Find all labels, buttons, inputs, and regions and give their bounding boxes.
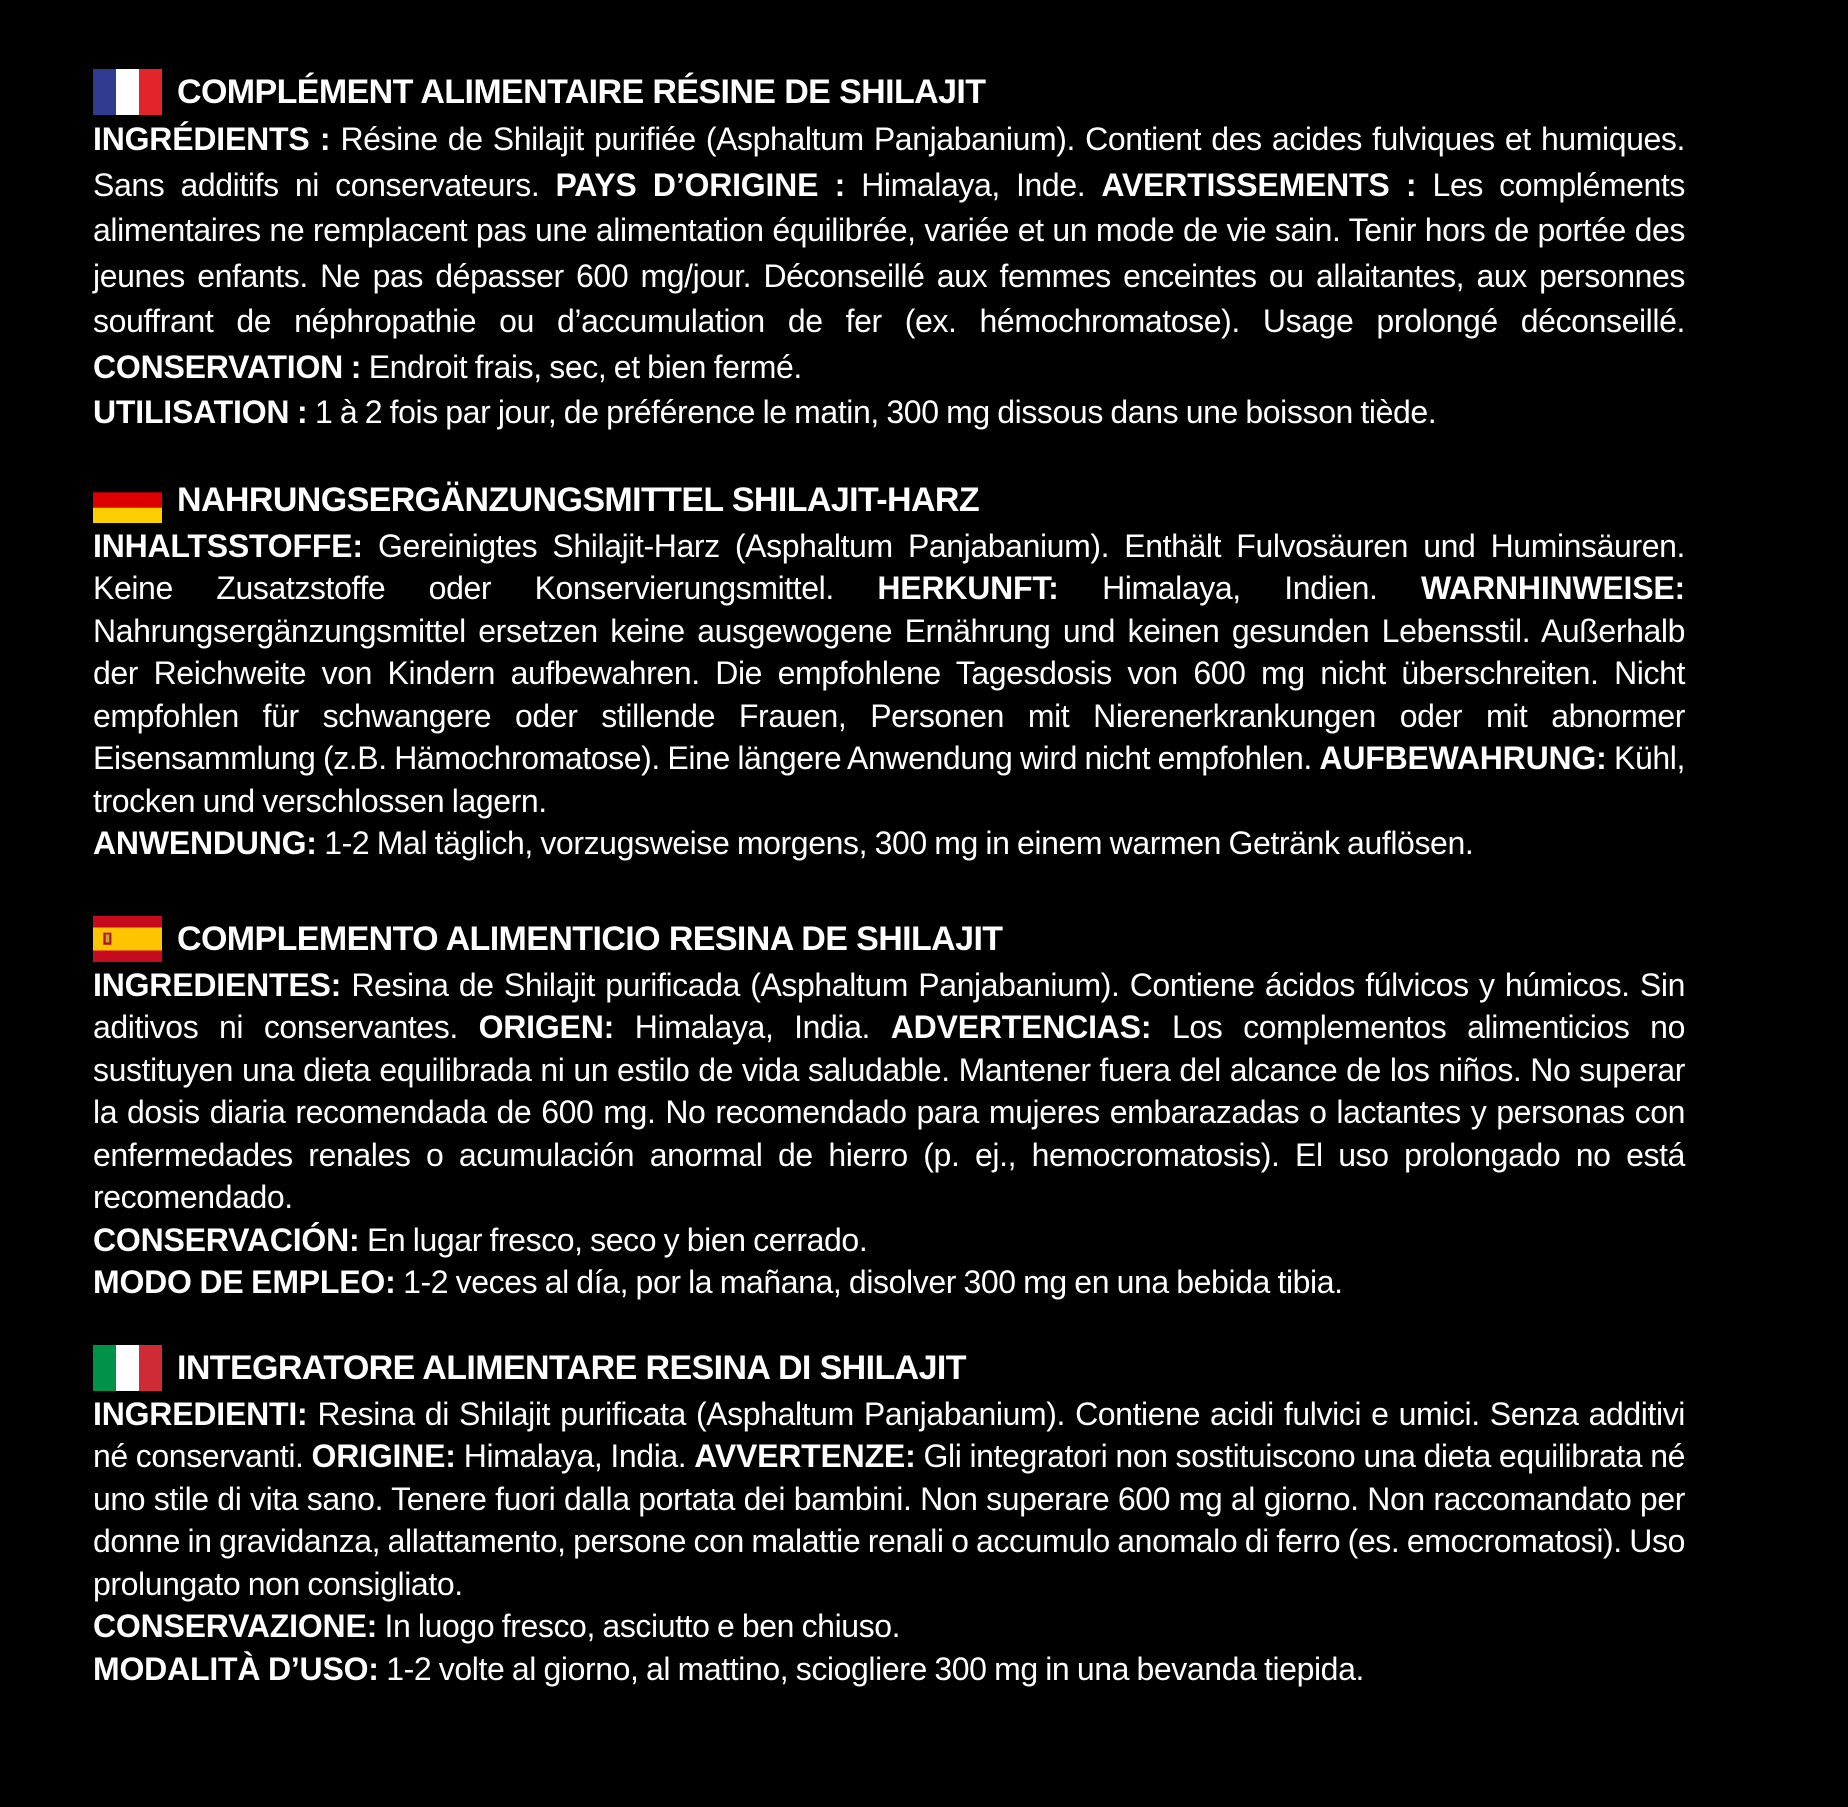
usage-line xyxy=(93,822,1685,865)
usage-label: MODALITÀ D’USO: xyxy=(93,1650,379,1687)
section-title: COMPLÉMENT ALIMENTAIRE RÉSINE DE SHILAJIT xyxy=(177,73,986,111)
storage-label: AUFBEWAHRUNG: xyxy=(1319,740,1607,776)
warnings-text: Gli integratori non sostituiscono una dieta equilibrata né uno stile di vita sano. Tenere fuori dalla portata dei bambini. Non superare 600 mg al giorno. Non raccomandato per donne in gravidanza, allattamento, persone con malattie renali o accumulo anomalo di ferro (es. emocromatosi). Uso prolungato non consigliato. xyxy=(93,1438,1685,1602)
ingredients-label: INGREDIENTES: xyxy=(93,966,342,1003)
warnings-text: Les compléments alimentaires ne remplacent pas une alimentation équilibrée, variée et un mode de vie sain. Tenir hors de portée des jeunes enfants. Ne pas dépasser 600 mg/jour. Déconseillé aux femmes enceintes ou allaitantes, aux personnes souffrant de néphropathie ou d’accumulation de fer (ex. hémochromatose). Usage prolongé déconseillé. xyxy=(93,166,1685,339)
section-italian xyxy=(93,1344,1685,1691)
origin-text: Himalaya, India. xyxy=(614,1009,891,1045)
section-spanish xyxy=(93,915,1685,1304)
storage-label: CONSERVATION : xyxy=(93,348,362,385)
ingredients-text: Gereinigtes Shilajit-Harz (Asphaltum Panjabanium). Enthält Fulvosäuren und Huminsäuren. Keine Zusatzstoffe oder Konservierungsmittel. xyxy=(93,527,1685,606)
usage-line xyxy=(93,390,1685,436)
section-title: INTEGRATORE ALIMENTARE RESINA DI SHILAJIT xyxy=(177,1348,966,1387)
usage-line xyxy=(93,1648,1685,1691)
section-body xyxy=(93,117,1685,436)
section-body xyxy=(93,525,1685,865)
storage-label: CONSERVACIÓN: xyxy=(93,1221,360,1258)
section-heading-spanish xyxy=(93,915,1685,963)
france-flag-icon xyxy=(93,69,162,115)
section-title: COMPLEMENTO ALIMENTICIO RESINA DE SHILAJIT xyxy=(177,919,1003,958)
section-french xyxy=(93,68,1685,436)
usage-text: 1-2 veces al día, por la mañana, disolver 300 mg en una bebida tibia. xyxy=(395,1264,1343,1300)
ingredients-label: INHALTSSTOFFE: xyxy=(93,527,363,564)
warnings-label: AVERTISSEMENTS : xyxy=(1101,166,1417,203)
ingredients-label: INGREDIENTI: xyxy=(93,1395,308,1432)
storage-line xyxy=(93,1219,1685,1262)
italy-flag-icon xyxy=(93,1345,162,1391)
section-body xyxy=(93,964,1685,1304)
origin-label: ORIGEN: xyxy=(478,1009,615,1045)
section-german xyxy=(93,476,1685,865)
storage-text: Kühl, trocken und verschlossen lagern. xyxy=(93,740,1685,819)
warnings-text: Nahrungsergänzungsmittel ersetzen keine ausgewogene Ernährung und keinen gesunden Lebensstil. Außerhalb der Reichweite von Kindern aufbewahren. Die empfohlene Tagesdosis von 600 mg nicht überschreiten. Nicht empfohlen für schwangere oder stillende Frauen, Personen mit Nierenerkrankungen oder mit abnormer Eisensammlung (z.B. Hämochromatose). Eine längere Anwendung wird nicht empfohlen. xyxy=(93,612,1685,776)
origin-label: PAYS D’ORIGINE : xyxy=(555,166,846,203)
label-page xyxy=(93,68,1685,1690)
origin-label: HERKUNFT: xyxy=(877,570,1059,606)
usage-label: ANWENDUNG: xyxy=(93,825,317,861)
ingredients-label: INGRÉDIENTS : xyxy=(93,121,331,157)
storage-text: En lugar fresco, seco y bien cerrado. xyxy=(359,1221,868,1258)
ingredients-text: Résine de Shilajit purifiée (Asphaltum Panjabanium). Contient des acides fulviques et humiques. Sans additifs ni conservateurs. xyxy=(93,121,1685,203)
ingredients-text: Resina de Shilajit purificada (Asphaltum Panjabanium). Contiene ácidos fúlvicos y húmicos. Sin aditivos ni conservantes. xyxy=(93,966,1685,1045)
germany-flag-icon xyxy=(93,477,162,523)
usage-text: 1-2 Mal täglich, vorzugsweise morgens, 300 mg in einem warmen Getränk auflösen. xyxy=(316,825,1474,861)
warnings-text: Los complementos alimenticios no sustituyen una dieta equilibrada ni un estilo de vida saludable. Mantener fuera del alcance de los niños. No superar la dosis diaria recomendada de 600 mg. No recomendado para mujeres embarazadas o lactantes y personas con enfermedades renales o acumulación anormal de hierro (p. ej., hemocromatosis). El uso prolongado no está recomendado. xyxy=(93,1009,1685,1215)
usage-text: 1-2 volte al giorno, al mattino, sciogliere 300 mg in una bevanda tiepida. xyxy=(378,1650,1364,1687)
storage-label: CONSERVAZIONE: xyxy=(93,1608,378,1644)
origin-text: Himalaya, India. xyxy=(455,1438,695,1474)
storage-line xyxy=(93,1605,1685,1648)
section-heading-italian xyxy=(93,1344,1685,1392)
usage-label: UTILISATION : xyxy=(93,394,308,430)
ingredients-text: Resina di Shilajit purificata (Asphaltum Panjabanium). Contiene acidi fulvici e umici. Senza additivi né conservanti. xyxy=(93,1395,1685,1474)
warnings-label: AVVERTENZE: xyxy=(694,1438,916,1474)
usage-text: 1 à 2 fois par jour, de préférence le matin, 300 mg dissous dans une boisson tiède. xyxy=(307,394,1437,430)
section-body xyxy=(93,1393,1685,1691)
warnings-label: WARNHINWEISE: xyxy=(1420,570,1685,606)
section-heading-german xyxy=(93,476,1685,524)
origin-text: Himalaya, Indien. xyxy=(1058,570,1421,606)
warnings-label: ADVERTENCIAS: xyxy=(890,1009,1152,1045)
section-title: NAHRUNGSERGÄNZUNGSMITTEL SHILAJIT-HARZ xyxy=(177,480,980,519)
origin-text: Himalaya, Inde. xyxy=(845,166,1102,203)
storage-text: In luogo fresco, asciutto e ben chiuso. xyxy=(377,1608,901,1644)
section-heading-french xyxy=(93,68,1685,116)
storage-text: Endroit frais, sec, et bien fermé. xyxy=(361,348,802,385)
usage-line xyxy=(93,1261,1685,1304)
usage-label: MODO DE EMPLEO: xyxy=(93,1264,396,1300)
spain-flag-icon xyxy=(93,916,162,962)
origin-label: ORIGINE: xyxy=(311,1438,456,1474)
